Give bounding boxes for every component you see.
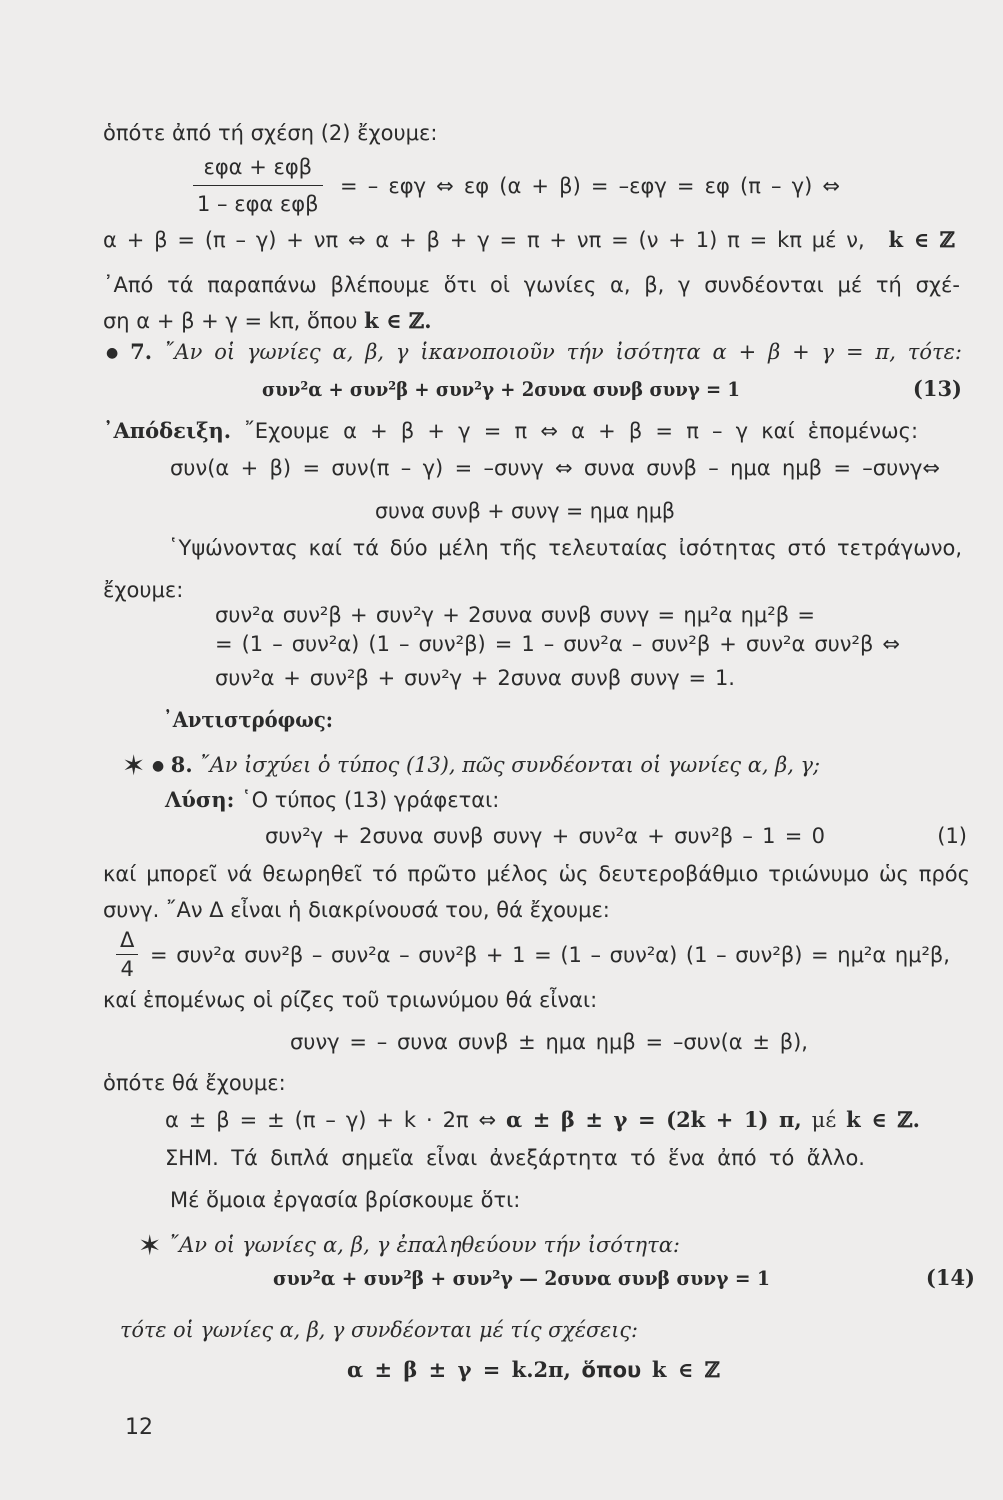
result-statement-text: ῎Αν οἱ γωνίες α, β, γ ἐπαληθεύουν τήν ἰσότητα: [168, 1233, 680, 1257]
integer-set-condition: k ∈ ℤ [651, 1357, 720, 1382]
proof-line-1 [103, 418, 918, 444]
discriminant-equation: = συν²α συν²β – συν²α – συν²β + 1 = (1 – συν²α) (1 – συν²β) = ημ²α ημ²β, [150, 943, 950, 967]
proof-heading: ᾿Απόδειξη. [103, 418, 232, 443]
proof-line-2: συν(α + β) = συν(π – γ) = –συνγ ⇔ συνα συνβ – ημα ημβ = –συνγ⇔ [170, 456, 941, 480]
solution-line-1 [165, 787, 499, 813]
intro-line-3 [103, 227, 955, 253]
solution-line-2: καί μπορεῖ νά θεωρηθεῖ τό πρῶτο μέλος ὡς δευτεροβάθμιο τριώνυμο ὡς πρός [103, 862, 970, 886]
fraction-numerator: εφα + εφβ [193, 155, 323, 186]
solution-line-3: συνγ. ῎Αν Δ εἶναι ἡ διακρίνουσά του, θά ἔχουμε: [103, 898, 610, 922]
star-icon: ✶ [138, 1229, 162, 1262]
note-text: ΣΗΜ. Τά διπλά σημεῖα εἶναι ἀνεξάρτητα τό ἕνα ἀπό τό ἄλλο. [165, 1146, 865, 1170]
solution-line-5: ὁπότε θά ἔχουμε: [103, 1071, 286, 1095]
example-8-statement [122, 749, 820, 782]
fraction-denominator: 1 – εφα εφβ [197, 192, 319, 216]
result-derivation: α ± β = ± (π – γ) + k · 2π ⇔ [165, 1108, 497, 1132]
example-statement-text: ῎Αν οἱ γωνίες α, β, γ ἱκανοποιοῦν τήν ἰσότητα α + β + γ = π, τότε: [163, 340, 962, 364]
example-number: 8. [170, 752, 193, 777]
angle-sum-relation: ση α + β + γ = kπ, ὅπου [103, 309, 358, 333]
result-14-consequence: τότε οἱ γωνίες α, β, γ συνδέονται μέ τίς σχέσεις: [120, 1318, 638, 1342]
formula-14: συν²α + συν²β + συν²γ — 2συνα συνβ συνγ = 1 [273, 1266, 771, 1290]
result-14-statement [138, 1229, 680, 1262]
example-7-statement [106, 339, 962, 366]
bullet-icon: ● [151, 758, 165, 774]
solution-heading: Λύση: [165, 787, 235, 812]
intro-line-4: ᾿Από τά παραπάνω βλέπουμε ὅτι οἱ γωνίες α, β, γ συνδέονται μέ τή σχέ- [103, 273, 960, 297]
fraction-numerator: Δ [116, 929, 138, 955]
formula-14-label: (14) [925, 1265, 975, 1290]
roots-equation: συνγ = – συνα συνβ ± ημα ημβ = –συν(α ± β), [290, 1030, 808, 1054]
result-with: μέ [811, 1108, 837, 1132]
formula-13: συν²α + συν²β + συν²γ + 2συνα συνβ συνγ = 1 [262, 377, 741, 401]
integer-set-condition: k ∈ ℤ. [364, 308, 432, 333]
integer-set-condition: k ∈ ℤ. [846, 1107, 920, 1132]
bullet-icon: ● [106, 345, 119, 361]
discriminant-fraction [116, 929, 138, 980]
relation-where: ὅπου [581, 1358, 642, 1382]
intro-line-1: ὁπότε ἀπό τή σχέση (2) ἔχουμε: [103, 121, 438, 145]
relation-formula: α ± β ± γ = k.2π, [347, 1357, 571, 1382]
solution-result [165, 1107, 920, 1133]
solution-equation-1: συν²γ + 2συνα συνβ συνγ + συν²α + συν²β – 1 = 0 [265, 824, 826, 848]
example-number: 7. [130, 339, 153, 364]
result-relation: α ± β ± γ = (2k + 1) π, [506, 1107, 802, 1132]
proof-line-6: συν²α συν²β + συν²γ + 2συνα συνβ συνγ = ημ²α ημ²β = [215, 603, 816, 627]
solution-line-4: καί ἑπομένως οἱ ρίζες τοῦ τριωνύμου θά εἶναι: [103, 988, 598, 1012]
proof-line-5: ἔχουμε: [103, 578, 184, 602]
fraction-denominator: 4 [120, 957, 134, 981]
formula-13-label: (13) [912, 376, 962, 401]
page-number: 12 [125, 1415, 153, 1440]
intro-line-5 [103, 308, 432, 334]
proof-line-3: συνα συνβ + συνγ = ημα ημβ [375, 499, 676, 523]
proof-line-8: συν²α + συν²β + συν²γ + 2συνα συνβ συνγ = 1. [215, 666, 735, 690]
angle-sum-derivation: α + β = (π – γ) + νπ ⇔ α + β + γ = π + νπ = (ν + 1) π = kπ μέ ν, [103, 228, 865, 252]
integer-set-condition: k ∈ ℤ [888, 227, 955, 252]
equation-1-label: (1) [937, 824, 967, 848]
converse-heading: ᾿Αντιστρόφως: [163, 707, 334, 732]
solution-text: ῾Ο τύπος (13) γράφεται: [241, 788, 500, 812]
similar-work-text: Μέ ὅμοια ἐργασία βρίσκουμε ὅτι: [170, 1188, 521, 1212]
star-icon: ✶ [122, 749, 146, 782]
result-14-relation [347, 1357, 720, 1383]
intro-line-2-equation: = – εφγ ⇔ εφ (α + β) = –εφγ = εφ (π – γ) ⇔ [340, 174, 841, 198]
proof-text: ῎Εχουμε α + β + γ = π ⇔ α + β = π – γ καί ἑπομένως: [244, 419, 919, 443]
proof-line-4: ῾Υψώνοντας καί τά δύο μέλη τῆς τελευταίας ἰσότητας στό τετράγωνο, [168, 536, 963, 560]
proof-line-7: = (1 – συν²α) (1 – συν²β) = 1 – συν²α – συν²β + συν²α συν²β ⇔ [215, 632, 900, 656]
tangent-sum-fraction [193, 155, 323, 216]
example-statement-text: ῎Αν ἰσχύει ὁ τύπος (13), πῶς συνδέονται οἱ γωνίες α, β, γ; [199, 753, 820, 777]
